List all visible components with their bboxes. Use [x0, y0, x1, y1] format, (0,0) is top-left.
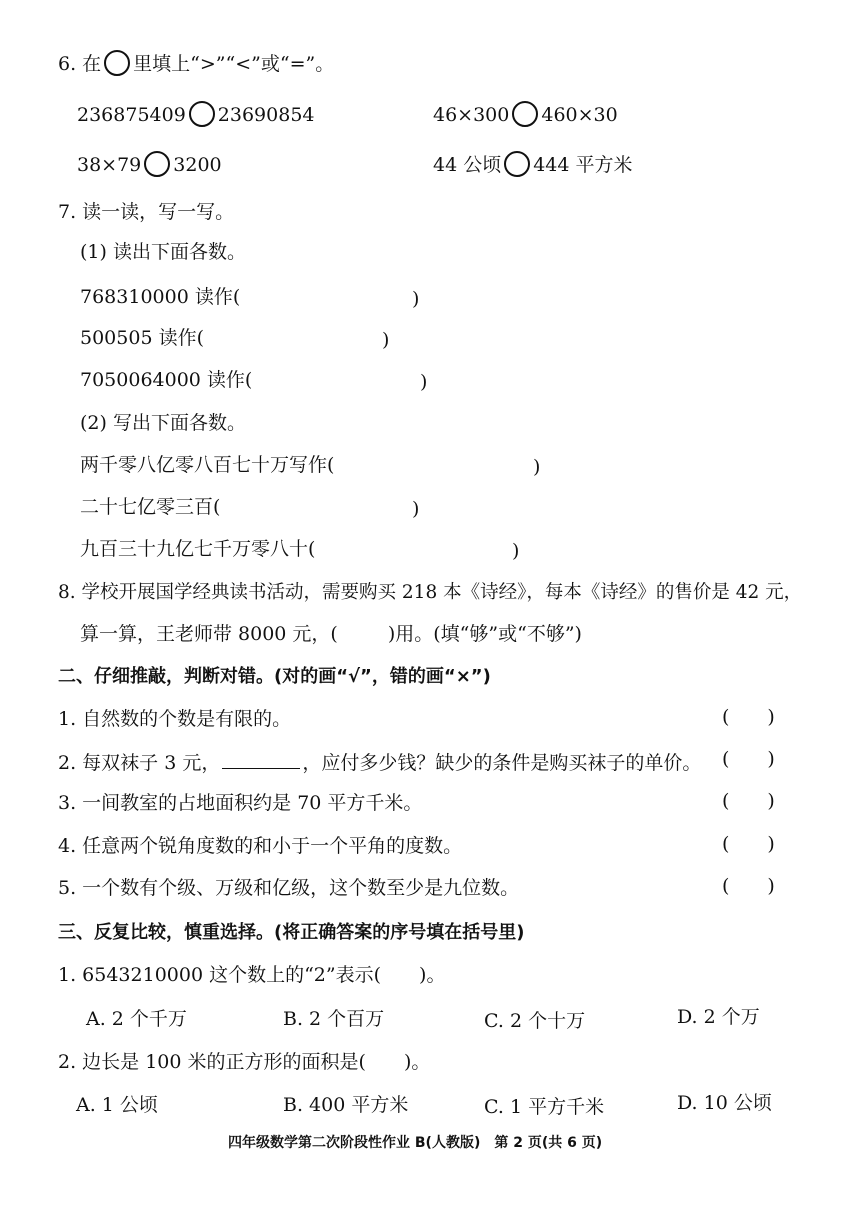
judge-item-4: 4. 任意两个锐角度数的和小于一个平角的度数。	[58, 835, 463, 857]
compare-circle[interactable]	[189, 101, 215, 127]
close-paren: )	[533, 456, 541, 478]
choice-q2-option-a[interactable]: A. 1 公顷	[76, 1094, 158, 1116]
judge-item-1: 1. 自然数的个数是有限的。	[58, 708, 292, 730]
close-paren: )	[420, 371, 428, 393]
q7-title: 7. 读一读，写一写。	[58, 201, 235, 223]
close-paren: )	[412, 498, 420, 520]
compare-circle[interactable]	[104, 50, 130, 76]
choice-q1-option-d[interactable]: D. 2 个万	[677, 1006, 760, 1028]
q6-title: 6. 在 里填上“>”“<”或“=”。	[58, 52, 334, 78]
choice-q1-option-c[interactable]: C. 2 个十万	[484, 1010, 586, 1032]
choice-q1-option-a[interactable]: A. 2 个千万	[86, 1008, 187, 1030]
close-paren: )	[512, 540, 520, 562]
section3-title: 三、反复比较，慎重选择。(将正确答案的序号填在括号里)	[58, 922, 525, 943]
q8-line1: 8. 学校开展国学经典读书活动，需要购买 218 本《诗经》，每本《诗经》的售价是 42 元，	[58, 582, 803, 603]
judge-item-5: 5. 一个数有个级、万级和亿级，这个数至少是九位数。	[58, 877, 520, 899]
choice-q1: 1. 6543210000 这个数上的“2”表示( )。	[58, 964, 446, 986]
answer-paren[interactable]: ( )	[722, 790, 775, 812]
choice-q1-option-b[interactable]: B. 2 个百万	[283, 1008, 385, 1030]
q6-item-4: 44 公顷 444 平方米	[433, 153, 633, 179]
q8-line2: 算一算，王老师带 8000 元，( )用。(填“够”或“不够”)	[80, 623, 582, 645]
answer-paren[interactable]: ( )	[722, 706, 775, 728]
q6-item-2: 46×300 460×30	[433, 103, 618, 129]
answer-paren[interactable]: ( )	[722, 875, 775, 897]
choice-q2-option-b[interactable]: B. 400 平方米	[283, 1094, 409, 1116]
answer-paren[interactable]: ( )	[722, 833, 775, 855]
choice-q2-option-d[interactable]: D. 10 公顷	[677, 1092, 772, 1114]
judge-item-2: 2. 每双袜子 3 元， ，应付多少钱？缺少的条件是购买袜子的单价。	[58, 752, 702, 774]
write-item-2: 二十七亿零三百(	[80, 496, 221, 518]
q7-part1: (1) 读出下面各数。	[80, 241, 246, 263]
write-item-3: 九百三十九亿七千万零八十(	[80, 538, 316, 560]
choice-q2: 2. 边长是 100 米的正方形的面积是( )。	[58, 1051, 431, 1073]
write-item-1: 两千零八亿零八百七十万写作(	[80, 454, 335, 476]
answer-paren[interactable]: ( )	[722, 748, 775, 770]
section2-title: 二、仔细推敲，判断对错。(对的画“√”，错的画“×”)	[58, 666, 491, 687]
close-paren: )	[412, 288, 420, 310]
q6-item-1: 236875409 23690854	[77, 103, 315, 129]
q7-part2: (2) 写出下面各数。	[80, 412, 246, 434]
choice-q2-option-c[interactable]: C. 1 平方千米	[484, 1096, 605, 1118]
close-paren: )	[382, 329, 390, 351]
read-item-1: 768310000 读作(	[80, 286, 241, 308]
read-item-2: 500505 读作(	[80, 327, 204, 349]
fill-blank[interactable]	[222, 752, 300, 769]
q6-item-3: 38×79 3200	[77, 153, 222, 179]
compare-circle[interactable]	[144, 151, 170, 177]
read-item-3: 7050064000 读作(	[80, 369, 253, 391]
judge-item-3: 3. 一间教室的占地面积约是 70 平方千米。	[58, 792, 423, 814]
compare-circle[interactable]	[512, 101, 538, 127]
compare-circle[interactable]	[504, 151, 530, 177]
page-footer: 四年级数学第二次阶段性作业 B(人教版) 第 2 页(共 6 页)	[228, 1135, 603, 1151]
